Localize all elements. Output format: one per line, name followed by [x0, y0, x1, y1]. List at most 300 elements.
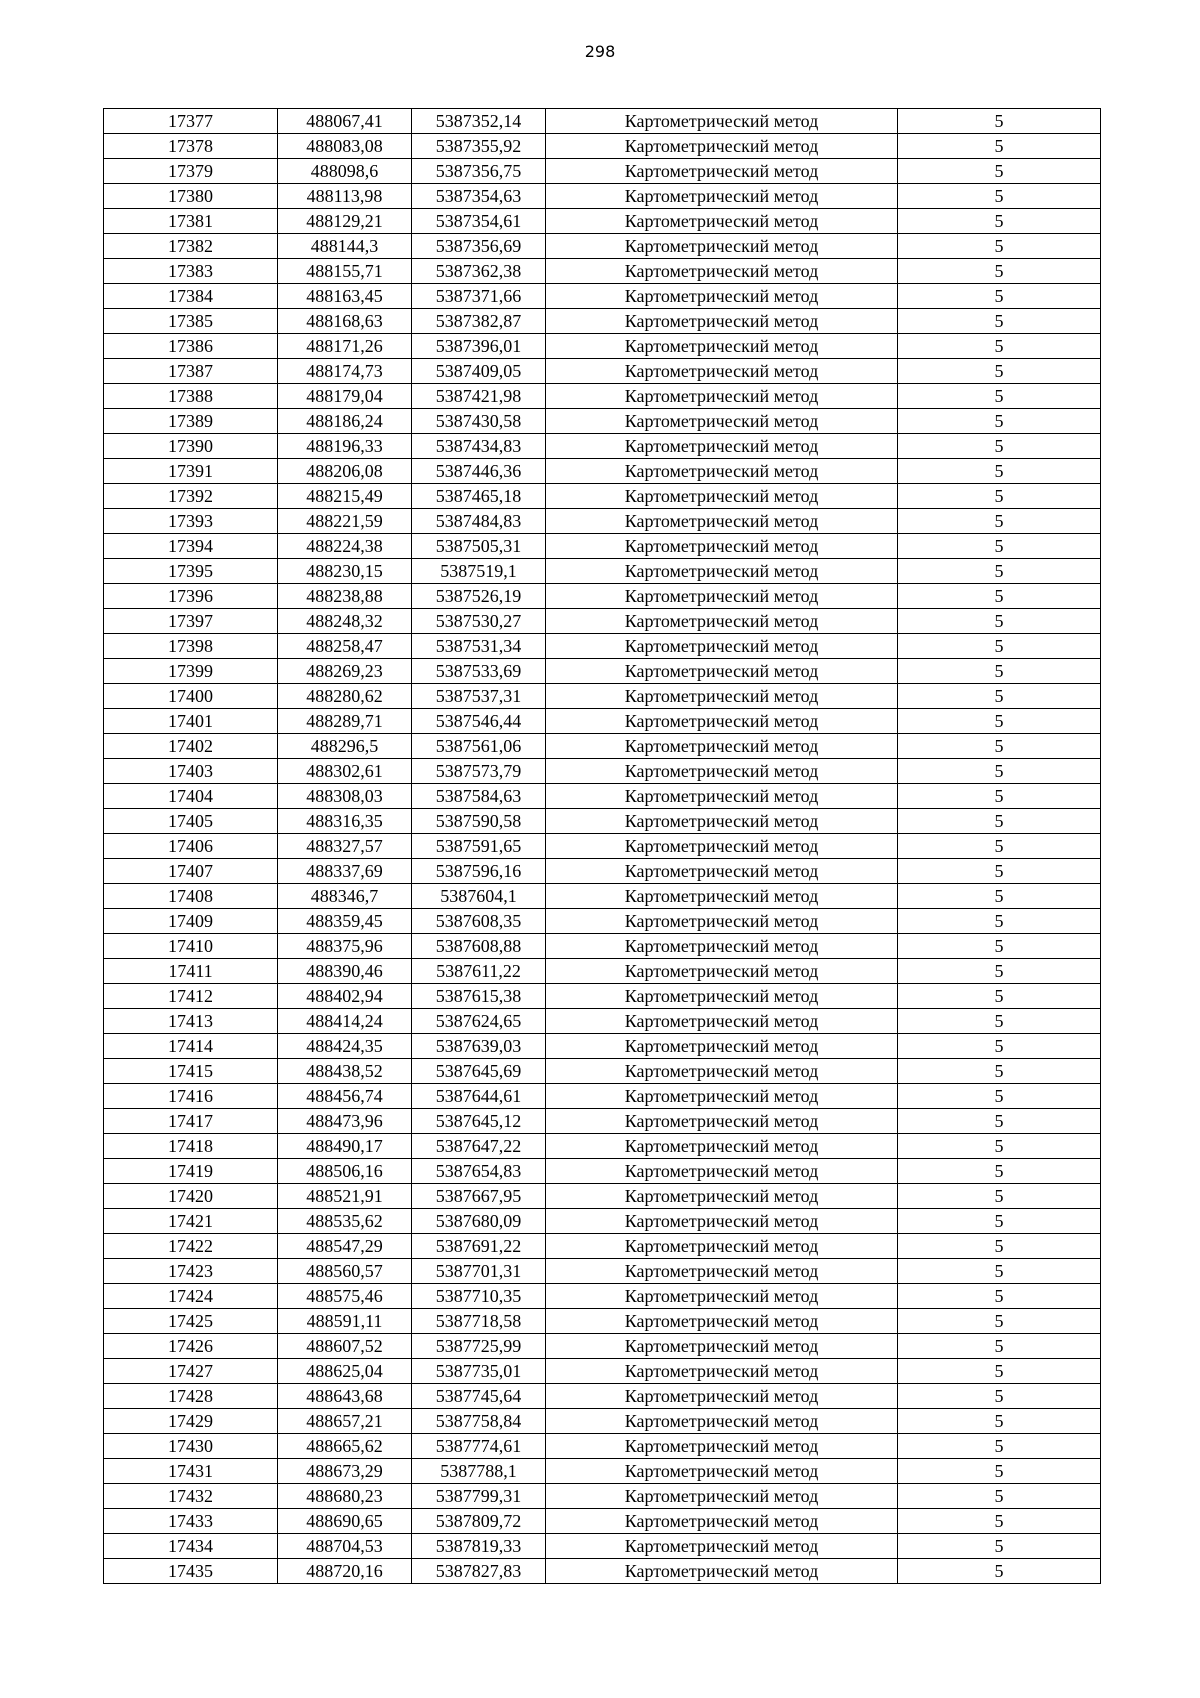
point-number-cell: 17405 — [104, 809, 278, 834]
x-coordinate-cell: 488359,45 — [278, 909, 412, 934]
table-row — [104, 784, 1101, 809]
point-number-cell: 17428 — [104, 1384, 278, 1409]
y-coordinate-cell: 5387421,98 — [412, 384, 546, 409]
y-coordinate-cell: 5387644,61 — [412, 1084, 546, 1109]
method-cell: Картометрический метод — [546, 1559, 898, 1584]
table-row — [104, 1109, 1101, 1134]
table-row — [104, 859, 1101, 884]
method-cell: Картометрический метод — [546, 1084, 898, 1109]
table-row — [104, 359, 1101, 384]
y-coordinate-cell: 5387591,65 — [412, 834, 546, 859]
method-cell: Картометрический метод — [546, 1234, 898, 1259]
point-number-cell: 17403 — [104, 759, 278, 784]
accuracy-cell: 5 — [898, 234, 1101, 259]
method-cell: Картометрический метод — [546, 1109, 898, 1134]
x-coordinate-cell: 488607,52 — [278, 1334, 412, 1359]
method-cell: Картометрический метод — [546, 634, 898, 659]
accuracy-cell: 5 — [898, 1534, 1101, 1559]
point-number-cell: 17408 — [104, 884, 278, 909]
y-coordinate-cell: 5387667,95 — [412, 1184, 546, 1209]
accuracy-cell: 5 — [898, 1209, 1101, 1234]
table-row — [104, 1409, 1101, 1434]
y-coordinate-cell: 5387533,69 — [412, 659, 546, 684]
x-coordinate-cell: 488535,62 — [278, 1209, 412, 1234]
accuracy-cell: 5 — [898, 184, 1101, 209]
point-number-cell: 17417 — [104, 1109, 278, 1134]
accuracy-cell: 5 — [898, 609, 1101, 634]
y-coordinate-cell: 5387611,22 — [412, 959, 546, 984]
accuracy-cell: 5 — [898, 634, 1101, 659]
method-cell: Картометрический метод — [546, 334, 898, 359]
y-coordinate-cell: 5387465,18 — [412, 484, 546, 509]
accuracy-cell: 5 — [898, 759, 1101, 784]
point-number-cell: 17381 — [104, 209, 278, 234]
accuracy-cell: 5 — [898, 659, 1101, 684]
accuracy-cell: 5 — [898, 1509, 1101, 1534]
x-coordinate-cell: 488625,04 — [278, 1359, 412, 1384]
x-coordinate-cell: 488591,11 — [278, 1309, 412, 1334]
method-cell: Картометрический метод — [546, 1409, 898, 1434]
accuracy-cell: 5 — [898, 1334, 1101, 1359]
table-row — [104, 909, 1101, 934]
y-coordinate-cell: 5387680,09 — [412, 1209, 546, 1234]
x-coordinate-cell: 488155,71 — [278, 259, 412, 284]
table-row — [104, 1134, 1101, 1159]
accuracy-cell: 5 — [898, 1309, 1101, 1334]
accuracy-cell: 5 — [898, 1184, 1101, 1209]
x-coordinate-cell: 488560,57 — [278, 1259, 412, 1284]
y-coordinate-cell: 5387725,99 — [412, 1334, 546, 1359]
table-row — [104, 1009, 1101, 1034]
accuracy-cell: 5 — [898, 1459, 1101, 1484]
accuracy-cell: 5 — [898, 909, 1101, 934]
y-coordinate-cell: 5387639,03 — [412, 1034, 546, 1059]
y-coordinate-cell: 5387434,83 — [412, 434, 546, 459]
method-cell: Картометрический метод — [546, 934, 898, 959]
method-cell: Картометрический метод — [546, 109, 898, 134]
method-cell: Картометрический метод — [546, 1009, 898, 1034]
table-row — [104, 209, 1101, 234]
accuracy-cell: 5 — [898, 1384, 1101, 1409]
point-number-cell: 17401 — [104, 709, 278, 734]
page-number: 298 — [584, 42, 616, 61]
point-number-cell: 17404 — [104, 784, 278, 809]
table-row — [104, 559, 1101, 584]
table-row — [104, 1234, 1101, 1259]
x-coordinate-cell: 488186,24 — [278, 409, 412, 434]
x-coordinate-cell: 488337,69 — [278, 859, 412, 884]
point-number-cell: 17386 — [104, 334, 278, 359]
table-row — [104, 1509, 1101, 1534]
y-coordinate-cell: 5387530,27 — [412, 609, 546, 634]
table-row — [104, 1484, 1101, 1509]
method-cell: Картометрический метод — [546, 909, 898, 934]
x-coordinate-cell: 488113,98 — [278, 184, 412, 209]
table-row — [104, 384, 1101, 409]
accuracy-cell: 5 — [898, 1434, 1101, 1459]
point-number-cell: 17410 — [104, 934, 278, 959]
accuracy-cell: 5 — [898, 1409, 1101, 1434]
method-cell: Картометрический метод — [546, 884, 898, 909]
x-coordinate-cell: 488657,21 — [278, 1409, 412, 1434]
table-row — [104, 459, 1101, 484]
table-row — [104, 159, 1101, 184]
point-number-cell: 17432 — [104, 1484, 278, 1509]
y-coordinate-cell: 5387355,92 — [412, 134, 546, 159]
y-coordinate-cell: 5387654,83 — [412, 1159, 546, 1184]
table-row — [104, 934, 1101, 959]
method-cell: Картометрический метод — [546, 1159, 898, 1184]
x-coordinate-cell: 488402,94 — [278, 984, 412, 1009]
accuracy-cell: 5 — [898, 1034, 1101, 1059]
accuracy-cell: 5 — [898, 1109, 1101, 1134]
y-coordinate-cell: 5387484,83 — [412, 509, 546, 534]
x-coordinate-cell: 488067,41 — [278, 109, 412, 134]
y-coordinate-cell: 5387446,36 — [412, 459, 546, 484]
accuracy-cell: 5 — [898, 834, 1101, 859]
point-number-cell: 17407 — [104, 859, 278, 884]
accuracy-cell: 5 — [898, 1284, 1101, 1309]
x-coordinate-cell: 488230,15 — [278, 559, 412, 584]
table-row — [104, 1534, 1101, 1559]
table-row — [104, 234, 1101, 259]
y-coordinate-cell: 5387382,87 — [412, 309, 546, 334]
method-cell: Картометрический метод — [546, 1359, 898, 1384]
table-row — [104, 1334, 1101, 1359]
point-number-cell: 17414 — [104, 1034, 278, 1059]
accuracy-cell: 5 — [898, 1009, 1101, 1034]
y-coordinate-cell: 5387701,31 — [412, 1259, 546, 1284]
y-coordinate-cell: 5387505,31 — [412, 534, 546, 559]
y-coordinate-cell: 5387819,33 — [412, 1534, 546, 1559]
x-coordinate-cell: 488424,35 — [278, 1034, 412, 1059]
point-number-cell: 17395 — [104, 559, 278, 584]
accuracy-cell: 5 — [898, 459, 1101, 484]
accuracy-cell: 5 — [898, 1484, 1101, 1509]
y-coordinate-cell: 5387531,34 — [412, 634, 546, 659]
y-coordinate-cell: 5387615,38 — [412, 984, 546, 1009]
y-coordinate-cell: 5387573,79 — [412, 759, 546, 784]
table-row — [104, 1084, 1101, 1109]
table-row — [104, 534, 1101, 559]
method-cell: Картометрический метод — [546, 1059, 898, 1084]
x-coordinate-cell: 488196,33 — [278, 434, 412, 459]
table-row — [104, 809, 1101, 834]
method-cell: Картометрический метод — [546, 134, 898, 159]
table-row — [104, 659, 1101, 684]
accuracy-cell: 5 — [898, 934, 1101, 959]
accuracy-cell: 5 — [898, 509, 1101, 534]
point-number-cell: 17424 — [104, 1284, 278, 1309]
y-coordinate-cell: 5387396,01 — [412, 334, 546, 359]
method-cell: Картометрический метод — [546, 1259, 898, 1284]
x-coordinate-cell: 488296,5 — [278, 734, 412, 759]
table-row — [104, 109, 1101, 134]
accuracy-cell: 5 — [898, 284, 1101, 309]
x-coordinate-cell: 488179,04 — [278, 384, 412, 409]
point-number-cell: 17430 — [104, 1434, 278, 1459]
table-row — [104, 1434, 1101, 1459]
method-cell: Картометрический метод — [546, 659, 898, 684]
table-row — [104, 259, 1101, 284]
table-row — [104, 334, 1101, 359]
table-row — [104, 1209, 1101, 1234]
y-coordinate-cell: 5387624,65 — [412, 1009, 546, 1034]
point-number-cell: 17393 — [104, 509, 278, 534]
coordinates-table — [103, 108, 1101, 1584]
x-coordinate-cell: 488346,7 — [278, 884, 412, 909]
accuracy-cell: 5 — [898, 359, 1101, 384]
y-coordinate-cell: 5387788,1 — [412, 1459, 546, 1484]
point-number-cell: 17409 — [104, 909, 278, 934]
x-coordinate-cell: 488575,46 — [278, 1284, 412, 1309]
x-coordinate-cell: 488720,16 — [278, 1559, 412, 1584]
point-number-cell: 17391 — [104, 459, 278, 484]
method-cell: Картометрический метод — [546, 834, 898, 859]
point-number-cell: 17380 — [104, 184, 278, 209]
accuracy-cell: 5 — [898, 209, 1101, 234]
point-number-cell: 17416 — [104, 1084, 278, 1109]
method-cell: Картометрический метод — [546, 459, 898, 484]
point-number-cell: 17406 — [104, 834, 278, 859]
method-cell: Картометрический метод — [546, 434, 898, 459]
x-coordinate-cell: 488490,17 — [278, 1134, 412, 1159]
y-coordinate-cell: 5387356,75 — [412, 159, 546, 184]
point-number-cell: 17412 — [104, 984, 278, 1009]
method-cell: Картометрический метод — [546, 1134, 898, 1159]
accuracy-cell: 5 — [898, 309, 1101, 334]
accuracy-cell: 5 — [898, 1359, 1101, 1384]
accuracy-cell: 5 — [898, 584, 1101, 609]
point-number-cell: 17397 — [104, 609, 278, 634]
table-row — [104, 1359, 1101, 1384]
y-coordinate-cell: 5387645,12 — [412, 1109, 546, 1134]
point-number-cell: 17425 — [104, 1309, 278, 1334]
x-coordinate-cell: 488665,62 — [278, 1434, 412, 1459]
point-number-cell: 17435 — [104, 1559, 278, 1584]
accuracy-cell: 5 — [898, 734, 1101, 759]
y-coordinate-cell: 5387735,01 — [412, 1359, 546, 1384]
x-coordinate-cell: 488547,29 — [278, 1234, 412, 1259]
accuracy-cell: 5 — [898, 534, 1101, 559]
x-coordinate-cell: 488238,88 — [278, 584, 412, 609]
point-number-cell: 17434 — [104, 1534, 278, 1559]
x-coordinate-cell: 488680,23 — [278, 1484, 412, 1509]
point-number-cell: 17398 — [104, 634, 278, 659]
point-number-cell: 17423 — [104, 1259, 278, 1284]
accuracy-cell: 5 — [898, 959, 1101, 984]
table-row — [104, 1184, 1101, 1209]
point-number-cell: 17422 — [104, 1234, 278, 1259]
x-coordinate-cell: 488098,6 — [278, 159, 412, 184]
table-row — [104, 684, 1101, 709]
method-cell: Картометрический метод — [546, 309, 898, 334]
method-cell: Картометрический метод — [546, 409, 898, 434]
table-row — [104, 1459, 1101, 1484]
table-row — [104, 1259, 1101, 1284]
x-coordinate-cell: 488248,32 — [278, 609, 412, 634]
x-coordinate-cell: 488316,35 — [278, 809, 412, 834]
x-coordinate-cell: 488375,96 — [278, 934, 412, 959]
y-coordinate-cell: 5387519,1 — [412, 559, 546, 584]
method-cell: Картометрический метод — [546, 1484, 898, 1509]
x-coordinate-cell: 488144,3 — [278, 234, 412, 259]
point-number-cell: 17383 — [104, 259, 278, 284]
y-coordinate-cell: 5387608,35 — [412, 909, 546, 934]
table-row — [104, 409, 1101, 434]
accuracy-cell: 5 — [898, 409, 1101, 434]
x-coordinate-cell: 488168,63 — [278, 309, 412, 334]
y-coordinate-cell: 5387526,19 — [412, 584, 546, 609]
accuracy-cell: 5 — [898, 1234, 1101, 1259]
y-coordinate-cell: 5387774,61 — [412, 1434, 546, 1459]
table-row — [104, 434, 1101, 459]
y-coordinate-cell: 5387691,22 — [412, 1234, 546, 1259]
y-coordinate-cell: 5387561,06 — [412, 734, 546, 759]
method-cell: Картометрический метод — [546, 1459, 898, 1484]
x-coordinate-cell: 488215,49 — [278, 484, 412, 509]
accuracy-cell: 5 — [898, 1059, 1101, 1084]
y-coordinate-cell: 5387354,63 — [412, 184, 546, 209]
x-coordinate-cell: 488174,73 — [278, 359, 412, 384]
point-number-cell: 17390 — [104, 434, 278, 459]
accuracy-cell: 5 — [898, 1259, 1101, 1284]
accuracy-cell: 5 — [898, 884, 1101, 909]
table-row — [104, 984, 1101, 1009]
table-row — [104, 134, 1101, 159]
accuracy-cell: 5 — [898, 384, 1101, 409]
x-coordinate-cell: 488171,26 — [278, 334, 412, 359]
x-coordinate-cell: 488506,16 — [278, 1159, 412, 1184]
point-number-cell: 17419 — [104, 1159, 278, 1184]
method-cell: Картометрический метод — [546, 734, 898, 759]
point-number-cell: 17418 — [104, 1134, 278, 1159]
method-cell: Картометрический метод — [546, 959, 898, 984]
point-number-cell: 17389 — [104, 409, 278, 434]
point-number-cell: 17411 — [104, 959, 278, 984]
point-number-cell: 17426 — [104, 1334, 278, 1359]
y-coordinate-cell: 5387758,84 — [412, 1409, 546, 1434]
accuracy-cell: 5 — [898, 559, 1101, 584]
method-cell: Картометрический метод — [546, 759, 898, 784]
point-number-cell: 17377 — [104, 109, 278, 134]
point-number-cell: 17421 — [104, 1209, 278, 1234]
point-number-cell: 17382 — [104, 234, 278, 259]
x-coordinate-cell: 488224,38 — [278, 534, 412, 559]
accuracy-cell: 5 — [898, 1159, 1101, 1184]
accuracy-cell: 5 — [898, 334, 1101, 359]
y-coordinate-cell: 5387409,05 — [412, 359, 546, 384]
point-number-cell: 17378 — [104, 134, 278, 159]
x-coordinate-cell: 488704,53 — [278, 1534, 412, 1559]
method-cell: Картометрический метод — [546, 484, 898, 509]
method-cell: Картометрический метод — [546, 1309, 898, 1334]
accuracy-cell: 5 — [898, 784, 1101, 809]
method-cell: Картометрический метод — [546, 184, 898, 209]
y-coordinate-cell: 5387362,38 — [412, 259, 546, 284]
method-cell: Картометрический метод — [546, 584, 898, 609]
accuracy-cell: 5 — [898, 859, 1101, 884]
table-row — [104, 1284, 1101, 1309]
x-coordinate-cell: 488308,03 — [278, 784, 412, 809]
table-row — [104, 1034, 1101, 1059]
x-coordinate-cell: 488163,45 — [278, 284, 412, 309]
accuracy-cell: 5 — [898, 159, 1101, 184]
y-coordinate-cell: 5387354,61 — [412, 209, 546, 234]
method-cell: Картометрический метод — [546, 509, 898, 534]
x-coordinate-cell: 488438,52 — [278, 1059, 412, 1084]
x-coordinate-cell: 488302,61 — [278, 759, 412, 784]
table-row — [104, 584, 1101, 609]
point-number-cell: 17427 — [104, 1359, 278, 1384]
point-number-cell: 17429 — [104, 1409, 278, 1434]
method-cell: Картометрический метод — [546, 1509, 898, 1534]
method-cell: Картометрический метод — [546, 234, 898, 259]
point-number-cell: 17388 — [104, 384, 278, 409]
method-cell: Картометрический метод — [546, 1384, 898, 1409]
x-coordinate-cell: 488456,74 — [278, 1084, 412, 1109]
y-coordinate-cell: 5387645,69 — [412, 1059, 546, 1084]
method-cell: Картометрический метод — [546, 1284, 898, 1309]
method-cell: Картометрический метод — [546, 809, 898, 834]
y-coordinate-cell: 5387809,72 — [412, 1509, 546, 1534]
table-body — [104, 109, 1101, 1584]
x-coordinate-cell: 488327,57 — [278, 834, 412, 859]
accuracy-cell: 5 — [898, 984, 1101, 1009]
y-coordinate-cell: 5387537,31 — [412, 684, 546, 709]
method-cell: Картометрический метод — [546, 259, 898, 284]
method-cell: Картометрический метод — [546, 609, 898, 634]
x-coordinate-cell: 488521,91 — [278, 1184, 412, 1209]
point-number-cell: 17399 — [104, 659, 278, 684]
method-cell: Картометрический метод — [546, 159, 898, 184]
method-cell: Картометрический метод — [546, 284, 898, 309]
table-row — [104, 309, 1101, 334]
x-coordinate-cell: 488390,46 — [278, 959, 412, 984]
x-coordinate-cell: 488643,68 — [278, 1384, 412, 1409]
x-coordinate-cell: 488289,71 — [278, 709, 412, 734]
accuracy-cell: 5 — [898, 709, 1101, 734]
point-number-cell: 17394 — [104, 534, 278, 559]
x-coordinate-cell: 488206,08 — [278, 459, 412, 484]
x-coordinate-cell: 488083,08 — [278, 134, 412, 159]
x-coordinate-cell: 488280,62 — [278, 684, 412, 709]
y-coordinate-cell: 5387590,58 — [412, 809, 546, 834]
accuracy-cell: 5 — [898, 1559, 1101, 1584]
point-number-cell: 17415 — [104, 1059, 278, 1084]
x-coordinate-cell: 488258,47 — [278, 634, 412, 659]
x-coordinate-cell: 488414,24 — [278, 1009, 412, 1034]
accuracy-cell: 5 — [898, 1084, 1101, 1109]
accuracy-cell: 5 — [898, 259, 1101, 284]
table-row — [104, 734, 1101, 759]
table-row — [104, 184, 1101, 209]
accuracy-cell: 5 — [898, 109, 1101, 134]
point-number-cell: 17379 — [104, 159, 278, 184]
table-row — [104, 759, 1101, 784]
method-cell: Картометрический метод — [546, 359, 898, 384]
point-number-cell: 17400 — [104, 684, 278, 709]
table-row — [104, 1159, 1101, 1184]
method-cell: Картометрический метод — [546, 684, 898, 709]
y-coordinate-cell: 5387745,64 — [412, 1384, 546, 1409]
y-coordinate-cell: 5387710,35 — [412, 1284, 546, 1309]
y-coordinate-cell: 5387604,1 — [412, 884, 546, 909]
table-row — [104, 609, 1101, 634]
y-coordinate-cell: 5387608,88 — [412, 934, 546, 959]
accuracy-cell: 5 — [898, 434, 1101, 459]
method-cell: Картометрический метод — [546, 384, 898, 409]
